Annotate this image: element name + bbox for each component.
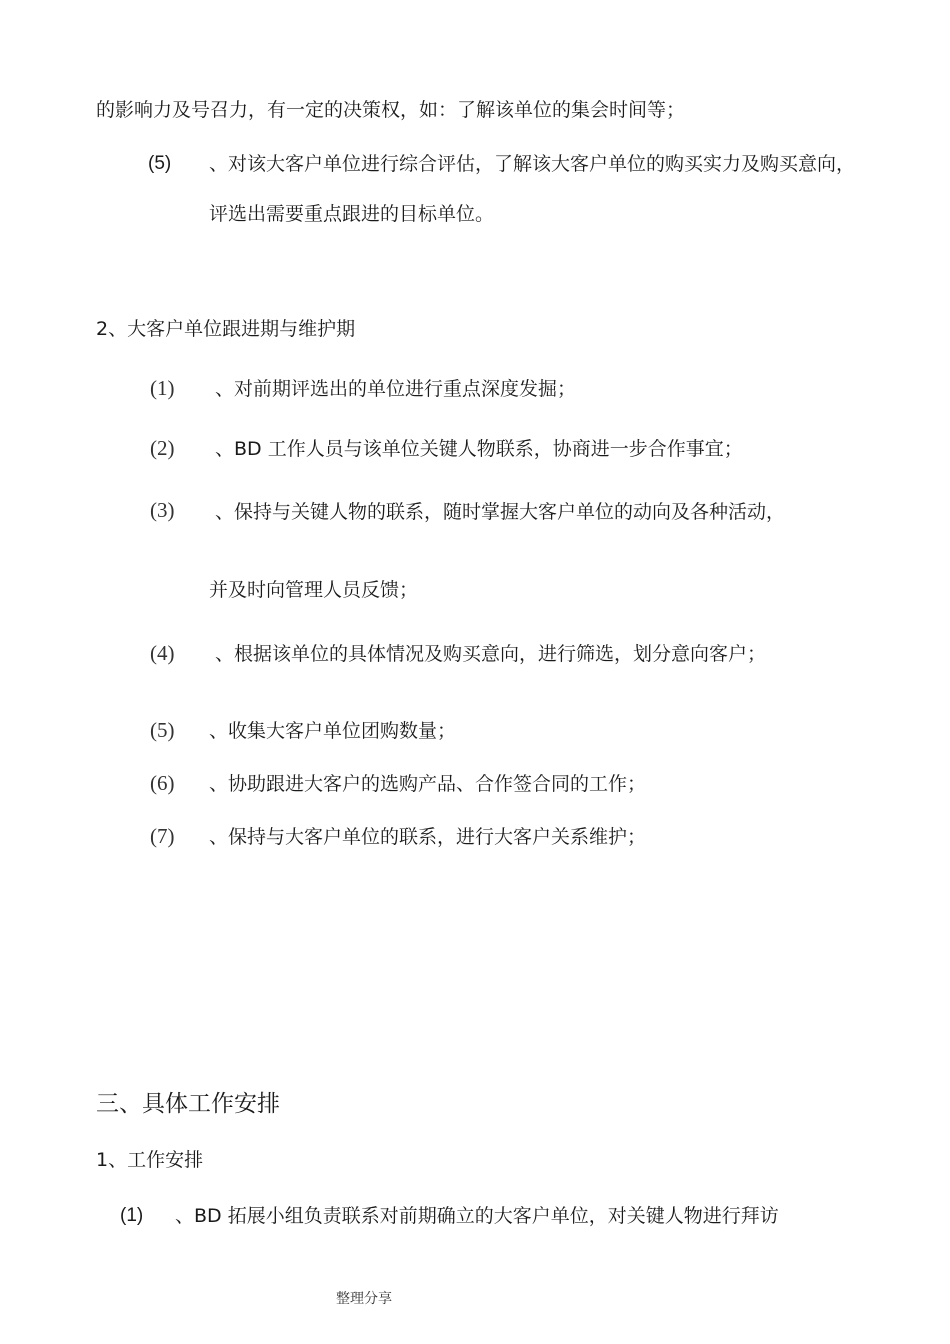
item-text: 、协助跟进大客户的选购产品、合作签合同的工作； — [209, 773, 647, 795]
page-footer: 整理分享 — [336, 1291, 392, 1307]
item-number: (6) — [150, 771, 175, 795]
item-text: 、收集大客户单位团购数量； — [209, 720, 457, 742]
paragraph-continuation: 的影响力及号召力，有一定的决策权，如：了解该单位的集会时间等； — [96, 99, 686, 121]
item-number: (4) — [150, 641, 175, 665]
item-continuation: 评选出需要重点跟进的目标单位。 — [209, 203, 495, 225]
item-number: (1) — [150, 376, 175, 400]
item-text: 、BD 工作人员与该单位关键人物联系，协商进一步合作事宜； — [215, 438, 743, 460]
item-text: 、对前期评选出的单位进行重点深度发掘； — [215, 378, 577, 400]
item-text: 、BD 拓展小组负责联系对前期确立的大客户单位，对关键人物进行拜访 — [175, 1205, 779, 1227]
item-text: 、根据该单位的具体情况及购买意向，进行筛选，划分意向客户； — [215, 643, 767, 665]
item-text: 、保持与关键人物的联系，随时掌握大客户单位的动向及各种活动， — [215, 501, 786, 523]
item-text: 、保持与大客户单位的联系，进行大客户关系维护； — [209, 826, 647, 848]
item-number: (5) — [148, 153, 172, 174]
item-continuation: 并及时向管理人员反馈； — [209, 579, 419, 601]
item-number: (7) — [150, 824, 175, 848]
chapter-heading: 三、具体工作安排 — [96, 1091, 280, 1117]
item-number: (3) — [150, 498, 175, 522]
item-number: (5) — [150, 718, 175, 742]
section-heading: 2、大客户单位跟进期与维护期 — [96, 318, 356, 340]
item-number: (2) — [150, 436, 175, 460]
item-text: 、对该大客户单位进行综合评估，了解该大客户单位的购买实力及购买意向， — [209, 153, 856, 175]
section-subheading: 1、工作安排 — [96, 1149, 204, 1171]
item-number: (1) — [120, 1205, 144, 1226]
